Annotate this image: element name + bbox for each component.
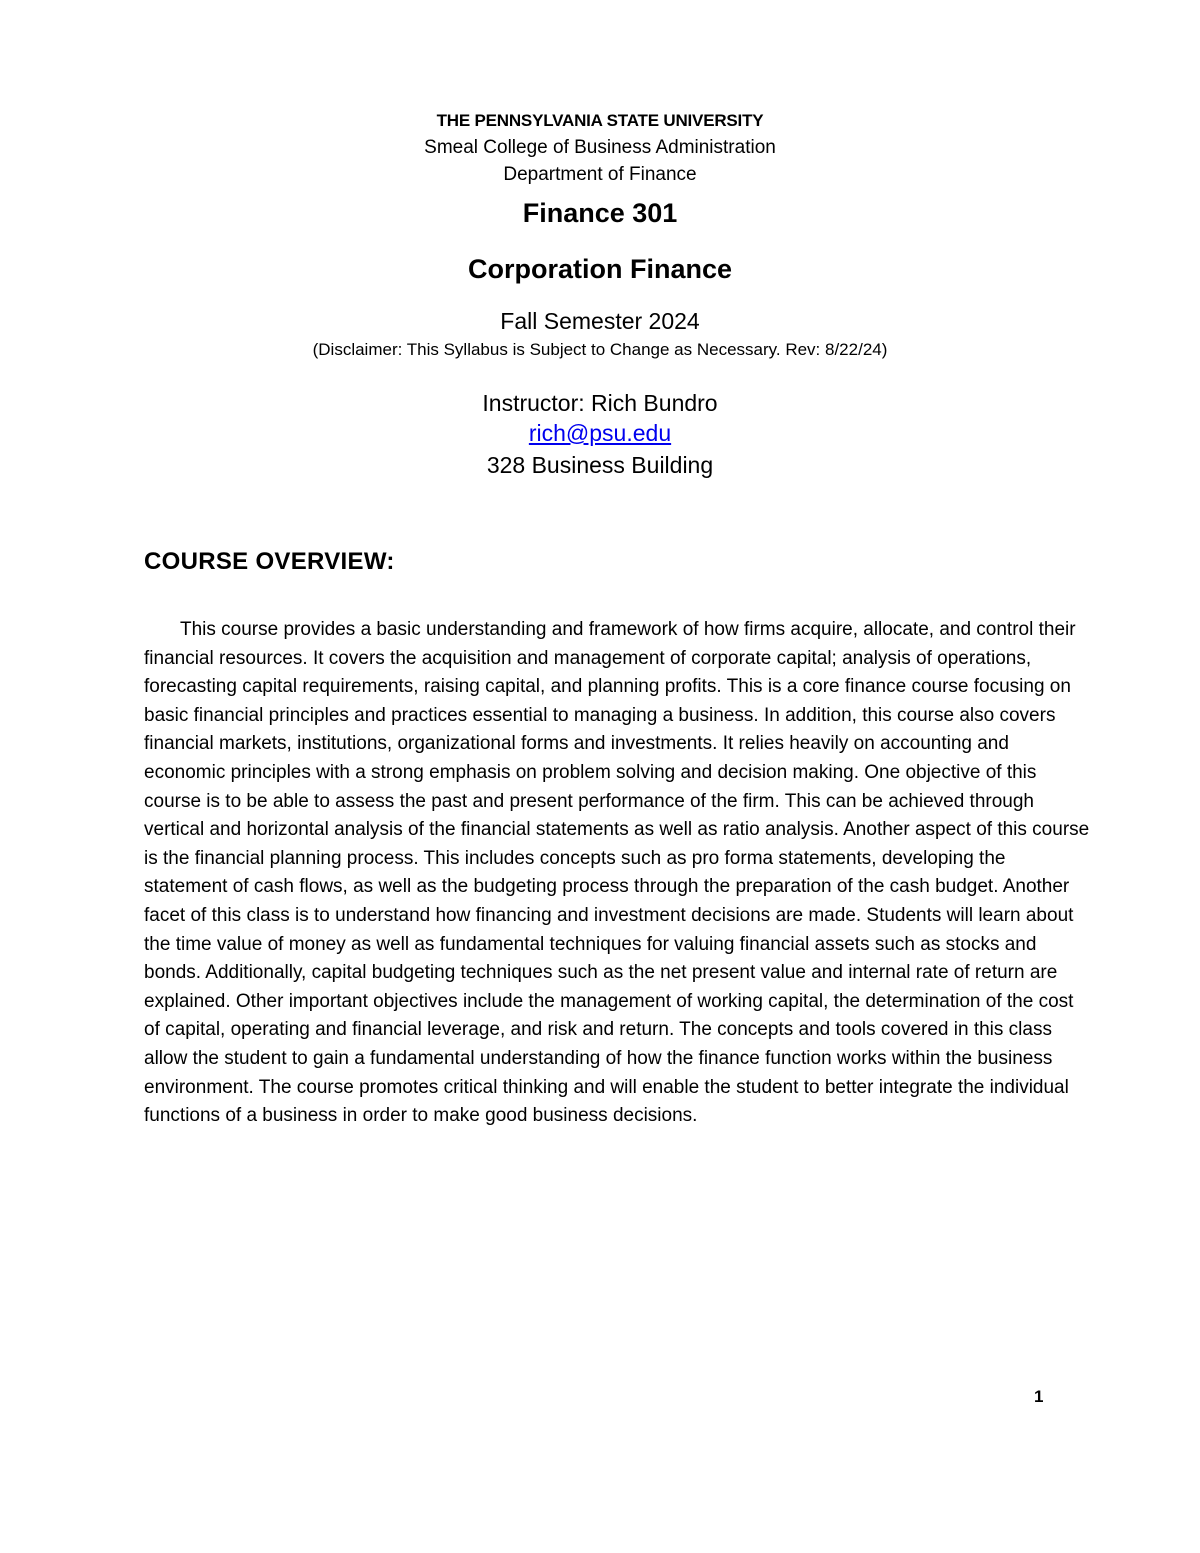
page-number: 1: [1034, 1387, 1044, 1406]
college-name: Smeal College of Business Administration: [424, 137, 776, 158]
instructor-name: Instructor: Rich Bundro: [482, 390, 718, 416]
disclaimer: (Disclaimer: This Syllabus is Subject to Change as Necessary. Rev: 8/22/24): [312, 340, 888, 359]
university-name: THE PENNSYLVANIA STATE UNIVERSITY: [436, 111, 764, 130]
course-overview-paragraph: This course provides a basic understanding and framework of how firms acquire, allocate, and control their financial resources. It covers the acquisition and management of corporate capital; analysis of operations, forecasting capital requirements, raising capital, and planning profits. This is a core finance course focusing on basic financial principles and practices essential to managing a business. In addition, this course also covers financial markets, institutions, organizational forms and investments. It relies heavily on accounting and economic principles with a strong emphasis on problem solving and decision making. One objective of this course is to be able to assess the past and present performance of the firm. This can be achieved through vertical and horizontal analysis of the financial statements as well as ratio analysis. Another aspect of this course is the financial planning process. This includes concepts such as pro forma statements, developing the statement of cash flows, as well as the budgeting process through the preparation of the cash budget. Another facet of this class is to understand how financing and investment decisions are made. Students will learn about the time value of money as well as fundamental techniques for valuing financial assets such as stocks and bonds. Additionally, capital budgeting techniques such as the net present value and internal rate of return are explained. Other important objectives include the management of working capital, the determination of the cost of capital, operating and financial leverage, and risk and return. The concepts and tools covered in this class allow the student to gain a fundamental understanding of how the finance function works within the business environment. The course promotes critical thinking and will enable the student to better integrate the individual functions of a business in order to make good business decisions.: [144, 619, 1090, 1127]
office-location: 328 Business Building: [486, 452, 714, 478]
course-overview-heading: COURSE OVERVIEW:: [144, 548, 395, 575]
syllabus-header: [0, 108, 1200, 480]
course-name: Corporation Finance: [467, 254, 732, 284]
course-number: Finance 301: [522, 198, 678, 228]
semester: Fall Semester 2024: [500, 308, 700, 334]
instructor-email-link[interactable]: rich@psu.edu: [528, 420, 672, 446]
department-name: Department of Finance: [503, 164, 697, 185]
